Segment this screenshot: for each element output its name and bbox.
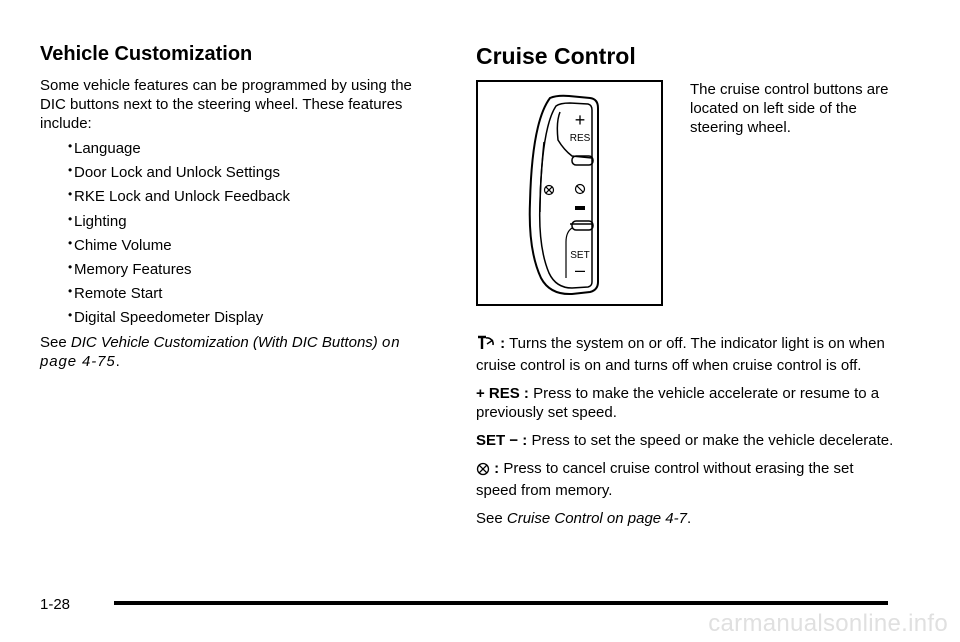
bullet-icon: • xyxy=(68,139,73,153)
bullet-icon: • xyxy=(68,308,73,323)
cruise-on-off-icon xyxy=(476,333,496,356)
figure-caption: The cruise control buttons are located on left side of the steering wheel. xyxy=(690,81,889,136)
cruise-figure-row xyxy=(476,80,896,308)
see-reference-cruise: See Cruise Control on page 4‑7. xyxy=(476,510,692,527)
cruise-control-section xyxy=(476,42,896,537)
set-label: SET xyxy=(570,250,590,261)
def-on-off: : Turns the system on or off. The indicator light is on when cruise control is on and turns off when cruise control is off. xyxy=(476,335,885,374)
plus-label: + xyxy=(574,110,586,130)
cruise-on-off-icon xyxy=(576,185,585,194)
cruise-control-heading: Cruise Control xyxy=(476,43,636,69)
bullet-icon: • xyxy=(68,211,73,226)
list-item: • Remote Start xyxy=(68,284,163,303)
list-item: • Memory Features xyxy=(68,259,192,278)
watermark[interactable]: carmanualsonline.info xyxy=(708,610,948,637)
bullet-icon: • xyxy=(68,284,73,299)
bullet-icon: • xyxy=(68,259,73,274)
list-item: • RKE Lock and Unlock Feedback xyxy=(68,187,290,206)
list-item: • Lighting xyxy=(68,211,127,230)
res-label: RES xyxy=(569,133,591,144)
list-item: • Digital Speedometer Display xyxy=(68,308,264,327)
feature-list xyxy=(40,139,440,327)
list-item: • Door Lock and Unlock Settings xyxy=(68,163,280,182)
footer-rule xyxy=(114,601,888,605)
cruise-control-figure xyxy=(476,80,663,306)
minus-label: – xyxy=(574,260,586,280)
see-reference: See DIC Vehicle Customization (With DIC Buttons) on page 4‑75. xyxy=(40,333,401,370)
cruise-control-link[interactable]: Cruise Control on page 4‑7 xyxy=(506,510,687,527)
list-item: • Language xyxy=(68,139,141,157)
cruise-buttons-illustration xyxy=(478,82,661,304)
cruise-cancel-icon xyxy=(545,186,554,195)
vehicle-customization-heading: Vehicle Customization xyxy=(40,43,253,65)
bullet-icon: • xyxy=(68,163,73,178)
vehicle-customization-intro: Some vehicle features can be programmed by using the DIC buttons next to the steering wheel. These features include: xyxy=(40,77,412,132)
dic-customization-page-link[interactable]: on page 4‑75 xyxy=(40,333,401,370)
cruise-cancel-icon xyxy=(476,462,490,481)
page-number: 1‑28 xyxy=(40,596,71,613)
def-set: SET − : Press to set the speed or make the vehicle decelerate. xyxy=(476,432,894,449)
def-cancel: : Press to cancel cruise control without erasing the set speed from memory. xyxy=(476,460,854,499)
dic-customization-link[interactable]: DIC Vehicle Customization (With DIC Buttons) xyxy=(70,333,378,351)
cruise-definitions xyxy=(476,333,896,528)
list-item: • Chime Volume xyxy=(68,235,172,254)
def-res: + RES : Press to make the vehicle accelerate or resume to a previously set speed. xyxy=(476,385,880,421)
bullet-icon: • xyxy=(68,187,73,202)
bullet-icon: • xyxy=(68,235,73,250)
vehicle-customization-section xyxy=(40,42,440,371)
